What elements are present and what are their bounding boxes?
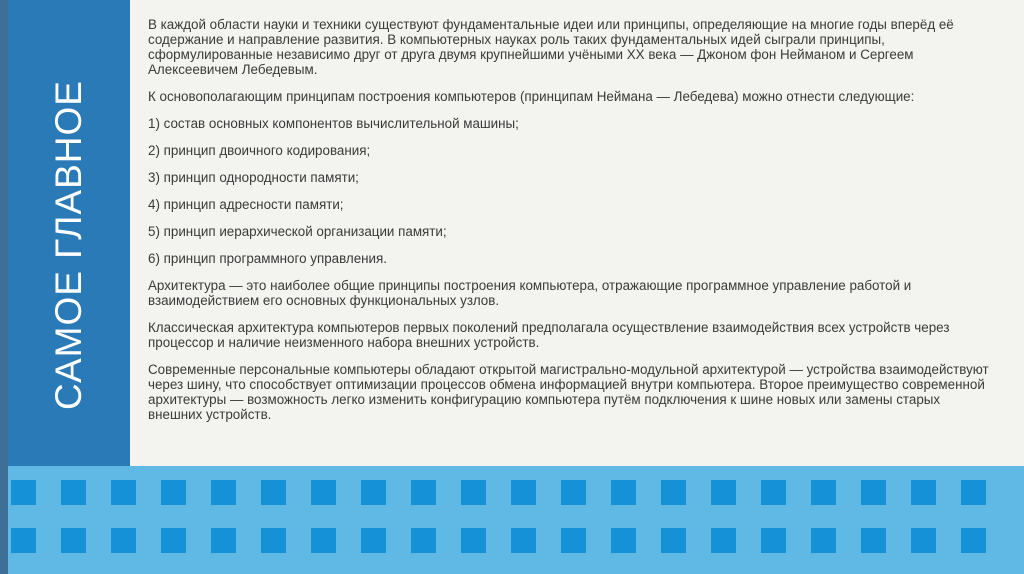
- strip-square: [411, 480, 436, 505]
- paragraph-intro: В каждой области науки и техники существуют фундаментальные идеи или принципы, определяющие на многие годы вперёд её содержание и направление развития. В компьютерных науках роль таких фундаментальных идей сыграли принципы, сформулированные независимо друг от друга двумя крупнейшими учёными XX века — Джоном фон Нейманом и Сергеем Алексеевичем Лебедевым.: [148, 17, 954, 77]
- strip-square: [161, 480, 186, 505]
- strip-square: [111, 480, 136, 505]
- strip-square: [461, 480, 486, 505]
- strip-square: [911, 480, 936, 505]
- strip-square: [661, 480, 686, 505]
- strip-square: [411, 528, 436, 553]
- strip-square: [911, 528, 936, 553]
- strip-left-edge: [0, 466, 8, 574]
- strip-square: [261, 528, 286, 553]
- strip-square: [511, 528, 536, 553]
- strip-square: [611, 528, 636, 553]
- principle-item: 1) состав основных компонентов вычислительной машины;: [148, 116, 519, 131]
- side-title: САМОЕ ГЛАВНОЕ: [48, 80, 89, 410]
- strip-square: [711, 480, 736, 505]
- strip-square: [11, 480, 36, 505]
- strip-square: [311, 528, 336, 553]
- strip-square: [761, 480, 786, 505]
- strip-square: [811, 528, 836, 553]
- strip-square: [811, 480, 836, 505]
- strip-square: [961, 528, 986, 553]
- principle-item: 2) принцип двоичного кодирования;: [148, 143, 371, 158]
- strip-square: [711, 528, 736, 553]
- strip-square: [611, 480, 636, 505]
- paragraph-architecture: Архитектура — это наиболее общие принципы построения компьютера, отражающие программное управление работой и взаимодействием его основных функциональных узлов.: [148, 278, 912, 308]
- strip-square: [111, 528, 136, 553]
- strip-square: [361, 528, 386, 553]
- strip-square: [861, 480, 886, 505]
- strip-square: [561, 528, 586, 553]
- paragraph-principles-lead: К основополагающим принципам построения компьютеров (принципам Неймана — Лебедева) можно отнести следующие:: [148, 89, 915, 104]
- strip-square: [961, 480, 986, 505]
- slide-content: [148, 17, 998, 434]
- strip-square: [311, 480, 336, 505]
- strip-square: [661, 528, 686, 553]
- paragraph-classic-architecture: Классическая архитектура компьютеров первых поколений предполагала осуществление взаимодействия всех устройств через процессор и наличие неизменного набора внешних устройств.: [148, 320, 950, 350]
- principle-item: 4) принцип адресности памяти;: [148, 197, 344, 212]
- strip-square: [861, 528, 886, 553]
- strip-square: [761, 528, 786, 553]
- strip-square: [511, 480, 536, 505]
- principle-item: 6) принцип программного управления.: [148, 251, 388, 266]
- strip-square: [161, 528, 186, 553]
- strip-square: [261, 480, 286, 505]
- decorative-film-strip: [0, 466, 1024, 574]
- paragraph-modern-architecture: Современные персональные компьютеры обладают открытой магистрально-модульной архитектурой — устройства взаимодействуют через шину, что способствует оптимизации процессов обмена информацией внутри компьютера. Второе преимущество современной архитектуры — возможность легко изменить конфигурацию компьютера путём подключения к шине новых или замены старых внешних устройств.: [148, 362, 989, 422]
- principle-item: 3) принцип однородности памяти;: [148, 170, 359, 185]
- strip-square: [61, 480, 86, 505]
- principle-item: 5) принцип иерархической организации памяти;: [148, 224, 447, 239]
- strip-square: [211, 480, 236, 505]
- strip-square: [461, 528, 486, 553]
- strip-square: [211, 528, 236, 553]
- strip-square: [361, 480, 386, 505]
- strip-square: [11, 528, 36, 553]
- strip-square: [561, 480, 586, 505]
- strip-square: [61, 528, 86, 553]
